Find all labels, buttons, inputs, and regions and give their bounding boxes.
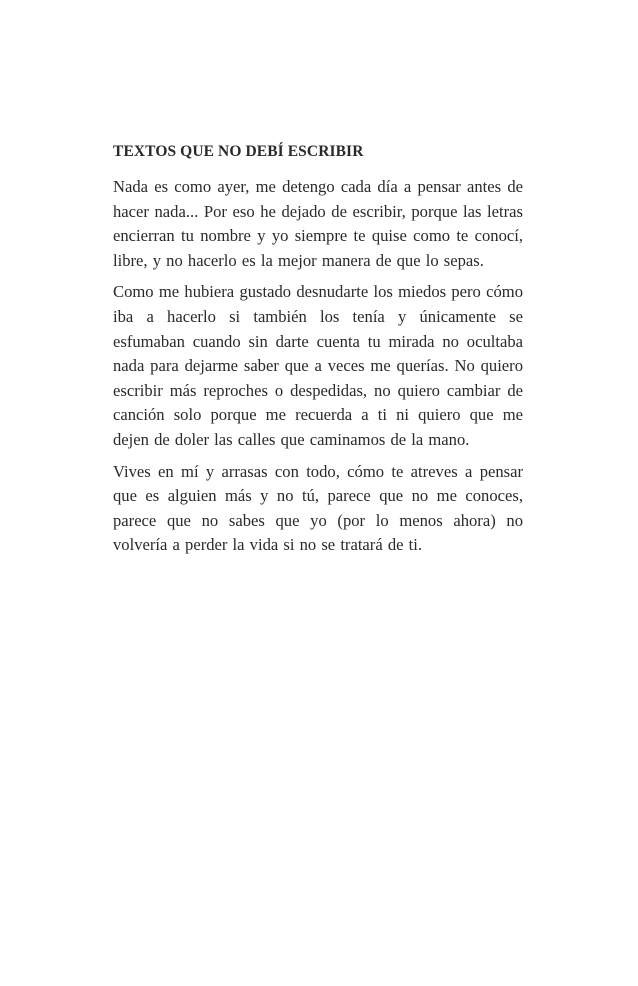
paragraph: Vives en mí y arrasas con todo, cómo te atreves a pensar que es alguien más y no tú, parece que no me conoces, parece que no sabes que yo (por lo menos ahora) no volvería a perder la vida si no se tratará de ti.	[113, 461, 523, 555]
document-title: TEXTOS QUE NO DEBÍ ESCRIBIR	[113, 143, 364, 160]
document-page	[113, 140, 523, 565]
paragraph: Nada es como ayer, me detengo cada día a pensar antes de hacer nada... Por eso he dejado de escribir, porque las letras encierran tu nombre y yo siempre te quise como te conocí, libre, y no hacerlo es la mejor manera de que lo sepas.	[113, 177, 523, 270]
paragraph: Como me hubiera gustado desnudarte los miedos pero cómo iba a hacerlo si también los tenía y únicamente se esfumaban cuando sin darte cuenta tu mirada no ocultaba nada para dejarme saber que a veces me querías. No quiero escribir más reproches o despedidas, no quiero cambiar de canción solo porque me recuerda a ti ni quiero que me dejen de doler las calles que caminamos de la mano.	[113, 282, 523, 449]
